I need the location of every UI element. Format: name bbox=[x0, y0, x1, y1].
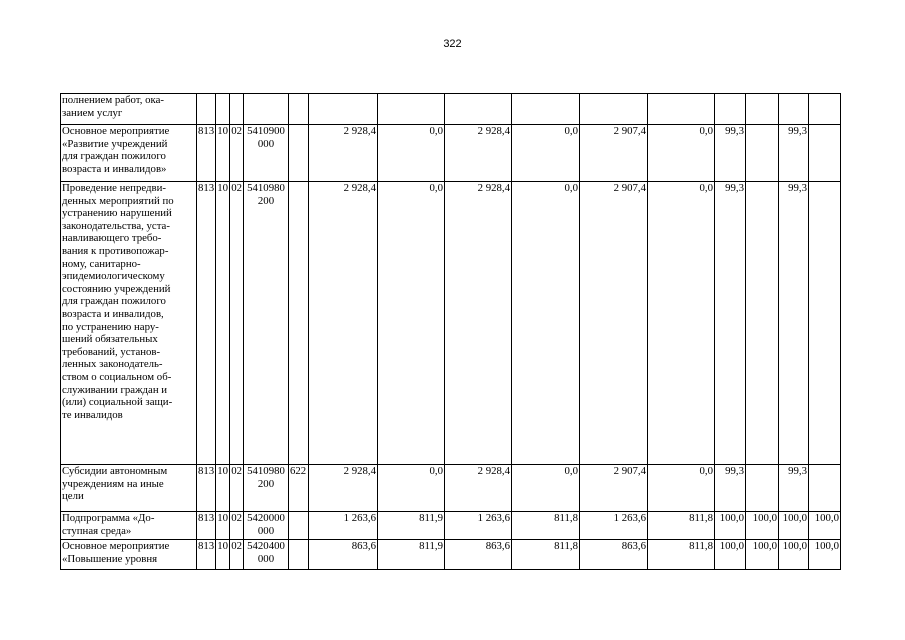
code-ministry bbox=[197, 94, 216, 125]
percent-cell bbox=[746, 94, 779, 125]
percent-cell bbox=[809, 465, 841, 512]
value-cell: 0,0 bbox=[648, 182, 715, 465]
row-name: Субсидии автономным учреждениям на иные цели bbox=[61, 465, 197, 512]
value-cell: 811,9 bbox=[378, 540, 445, 570]
code-ministry: 813 bbox=[197, 540, 216, 570]
percent-cell: 100,0 bbox=[779, 540, 809, 570]
table-row bbox=[61, 94, 841, 125]
percent-cell bbox=[715, 94, 746, 125]
value-cell: 0,0 bbox=[378, 182, 445, 465]
value-cell: 863,6 bbox=[445, 540, 512, 570]
value-cell: 2 928,4 bbox=[309, 465, 378, 512]
code-ministry: 813 bbox=[197, 465, 216, 512]
value-cell: 2 928,4 bbox=[309, 182, 378, 465]
code-ministry: 813 bbox=[197, 182, 216, 465]
code-subsection: 02 bbox=[230, 540, 244, 570]
table-row bbox=[61, 125, 841, 182]
code-expense-type bbox=[289, 125, 309, 182]
percent-cell: 100,0 bbox=[809, 540, 841, 570]
value-cell: 2 928,4 bbox=[445, 125, 512, 182]
table-row bbox=[61, 540, 841, 570]
percent-cell bbox=[779, 94, 809, 125]
code-section: 10 bbox=[216, 465, 230, 512]
code-section: 10 bbox=[216, 540, 230, 570]
code-target-article bbox=[244, 94, 289, 125]
percent-cell bbox=[746, 125, 779, 182]
code-section bbox=[216, 94, 230, 125]
percent-cell bbox=[746, 465, 779, 512]
percent-cell bbox=[809, 182, 841, 465]
budget-report-table bbox=[60, 93, 841, 570]
value-cell: 2 907,4 bbox=[580, 465, 648, 512]
code-target-article: 5410980 200 bbox=[244, 465, 289, 512]
code-target-article: 5410980 200 bbox=[244, 182, 289, 465]
row-name: полнением работ, ока- занием услуг bbox=[61, 94, 197, 125]
value-cell: 2 928,4 bbox=[309, 125, 378, 182]
table-row bbox=[61, 182, 841, 465]
value-cell bbox=[445, 94, 512, 125]
percent-cell: 99,3 bbox=[715, 465, 746, 512]
value-cell bbox=[512, 94, 580, 125]
code-expense-type: 622 bbox=[289, 465, 309, 512]
value-cell bbox=[648, 94, 715, 125]
value-cell: 2 907,4 bbox=[580, 125, 648, 182]
value-cell: 0,0 bbox=[378, 465, 445, 512]
value-cell: 811,8 bbox=[512, 512, 580, 540]
code-subsection bbox=[230, 94, 244, 125]
value-cell: 1 263,6 bbox=[309, 512, 378, 540]
row-name: Основное мероприятие «Развитие учреждений для граждан пожилого возраста и инвалидов» bbox=[61, 125, 197, 182]
code-subsection: 02 bbox=[230, 125, 244, 182]
percent-cell: 99,3 bbox=[779, 182, 809, 465]
row-name: Основное мероприятие «Повышение уровня bbox=[61, 540, 197, 570]
code-ministry: 813 bbox=[197, 125, 216, 182]
value-cell: 0,0 bbox=[512, 125, 580, 182]
percent-cell: 99,3 bbox=[779, 125, 809, 182]
value-cell: 0,0 bbox=[512, 465, 580, 512]
percent-cell: 100,0 bbox=[779, 512, 809, 540]
percent-cell: 99,3 bbox=[715, 125, 746, 182]
code-expense-type bbox=[289, 540, 309, 570]
value-cell: 863,6 bbox=[580, 540, 648, 570]
table-row bbox=[61, 465, 841, 512]
value-cell bbox=[309, 94, 378, 125]
percent-cell: 100,0 bbox=[715, 512, 746, 540]
code-section: 10 bbox=[216, 125, 230, 182]
table-row bbox=[61, 512, 841, 540]
percent-cell: 99,3 bbox=[779, 465, 809, 512]
percent-cell bbox=[809, 94, 841, 125]
value-cell bbox=[378, 94, 445, 125]
code-subsection: 02 bbox=[230, 465, 244, 512]
code-section: 10 bbox=[216, 512, 230, 540]
code-section: 10 bbox=[216, 182, 230, 465]
value-cell: 2 928,4 bbox=[445, 465, 512, 512]
percent-cell: 100,0 bbox=[715, 540, 746, 570]
value-cell: 811,8 bbox=[512, 540, 580, 570]
value-cell: 863,6 bbox=[309, 540, 378, 570]
code-target-article: 5420000 000 bbox=[244, 512, 289, 540]
code-expense-type bbox=[289, 94, 309, 125]
code-ministry: 813 bbox=[197, 512, 216, 540]
percent-cell: 99,3 bbox=[715, 182, 746, 465]
percent-cell bbox=[746, 182, 779, 465]
percent-cell: 100,0 bbox=[746, 540, 779, 570]
value-cell bbox=[580, 94, 648, 125]
value-cell: 0,0 bbox=[648, 125, 715, 182]
code-target-article: 5420400 000 bbox=[244, 540, 289, 570]
code-expense-type bbox=[289, 512, 309, 540]
code-subsection: 02 bbox=[230, 512, 244, 540]
value-cell: 0,0 bbox=[512, 182, 580, 465]
row-name: Проведение непредви- денных мероприятий по устранению нарушений законодательства, уста- навливающего требо- вания к противопожар- ному, санитарно- эпидемиологическому состоянию учреждений для граждан пожилого возраста и инвалидов, по устранению нару- шений обязательных требований, установ- ленных законодатель- ством о социальном об- служивании граждан и (или) социальной защи- те инвалидов bbox=[61, 182, 197, 465]
percent-cell bbox=[809, 125, 841, 182]
value-cell: 1 263,6 bbox=[445, 512, 512, 540]
code-subsection: 02 bbox=[230, 182, 244, 465]
value-cell: 811,9 bbox=[378, 512, 445, 540]
value-cell: 811,8 bbox=[648, 512, 715, 540]
percent-cell: 100,0 bbox=[746, 512, 779, 540]
value-cell: 2 907,4 bbox=[580, 182, 648, 465]
value-cell: 1 263,6 bbox=[580, 512, 648, 540]
percent-cell: 100,0 bbox=[809, 512, 841, 540]
value-cell: 811,8 bbox=[648, 540, 715, 570]
value-cell: 0,0 bbox=[648, 465, 715, 512]
row-name: Подпрограмма «До- ступная среда» bbox=[61, 512, 197, 540]
value-cell: 0,0 bbox=[378, 125, 445, 182]
code-expense-type bbox=[289, 182, 309, 465]
value-cell: 2 928,4 bbox=[445, 182, 512, 465]
code-target-article: 5410900 000 bbox=[244, 125, 289, 182]
page-number: 322 bbox=[443, 38, 462, 50]
